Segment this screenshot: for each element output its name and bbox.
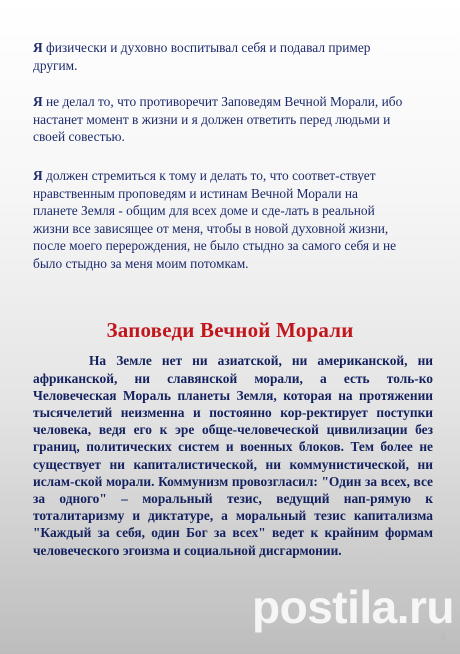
intro-paragraph-3 <box>33 167 403 272</box>
paragraph-lead-letter: Я <box>33 94 43 110</box>
intro-paragraph-2 <box>33 93 403 146</box>
paragraph-text: физически и духовно воспитывал себя и подавал пример другим. <box>33 40 371 73</box>
page-number: 5 <box>440 632 446 642</box>
paragraph-text: должен стремиться к тому и делать то, что соответ-ствует нравственным проповедям и истинам Вечной Морали на планете Земля - общим для всех доме и сде-лать в реальной жизни все зависящее от меня, чтобы в новой духовной жизни, после моего перерождения, не было стыдно за самого себя и не было стыдно за меня моим потомкам. <box>33 168 397 271</box>
watermark-logo: postila.ru <box>252 581 455 633</box>
paragraph-lead-letter: Я <box>33 40 43 56</box>
section-body-paragraph: На Земле нет ни азиатской, ни американской, ни африканской, ни славянской морали, а есть толь-ко Человеческая Мораль планеты Земля, которая на протяжении тысячелетий неизменна и постоянно кор-ректирует поступки человека, ведя его к эре обще-человеческой цивилизации без границ, политических систем и военных блоков. Тем более не существует ни капиталистической, ни коммунистической, ни ислам-ской морали. Коммунизм провозгласил: "Один за всех, все за одного" – моральный тезис, ведущий нап-рямую к тоталитаризму и диктатуре, а моральный тезис капитализма "Каждый за себя, один Бог за всех" ведет к крайним формам человеческого эгоизма и социальной дисгармонии. <box>33 353 433 558</box>
paragraph-text: не делал то, что противоречит Заповедям Вечной Морали, ибо настанет момент в жизни и я должен ответить перед людьми и своей совестью. <box>33 94 403 145</box>
section-title: Заповеди Вечной Морали <box>106 318 354 343</box>
intro-paragraph-1 <box>33 39 403 74</box>
paragraph-lead-letter: Я <box>33 168 43 184</box>
